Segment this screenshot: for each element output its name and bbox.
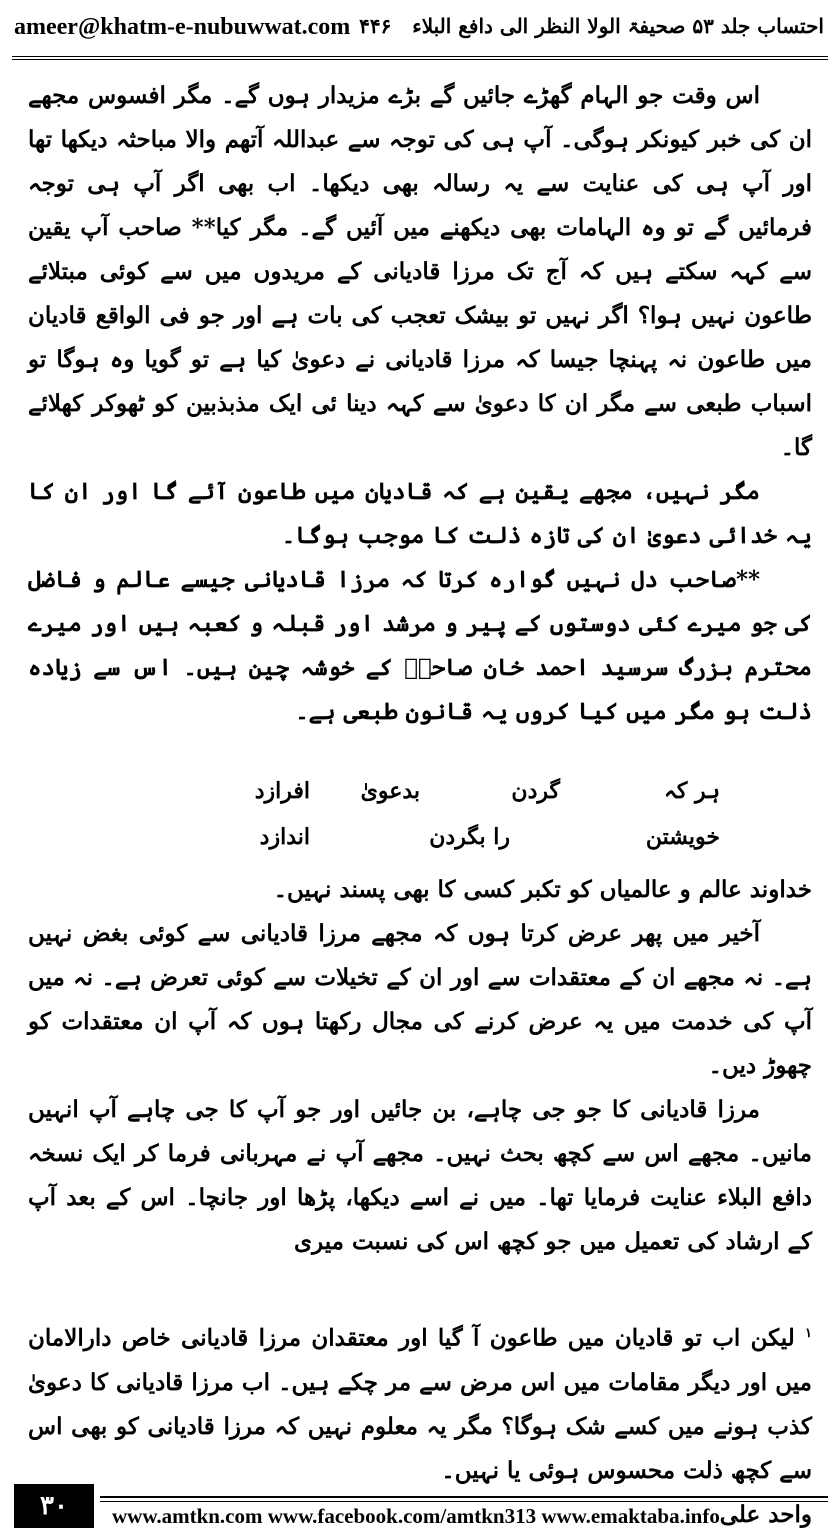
verse-word: بدعویٰ (360, 778, 420, 804)
footnote-signature: واحد علی (719, 1500, 812, 1528)
header-title (359, 14, 824, 38)
verse-word: افرازد (254, 778, 310, 804)
verse-word: خویشتن (645, 824, 720, 850)
footer-urls: www.amtkn.com www.facebook.com/amtkn313 www.emaktaba.info (112, 1504, 720, 1528)
paragraph-5: آخیر میں پھر عرض کرتا ہوں کہ مجھے مرزا قادیانی سے کوئی بغض نہیں ہے۔ نہ مجھے ان کے معتقدات سے اور ان کے تخیلات سے کوئی تعرض ہے۔ نہ میں آپ کی خدمت میں یہ عرض کرنے کی مجال رکھتا ہوں کہ آپ ان معتقدات کو چھوڑ دیں۔ (28, 920, 812, 1079)
verse-word: را بگردن (429, 824, 510, 850)
paragraph-2: مگر نہیں، مجھے یقین ہے کہ قادیان میں طاعون آئے گا اور ان کا یہ خدائی دعویٰ ان کی تازہ ذلت کا موجب ہوگا۔ (28, 478, 812, 549)
footer-divider (100, 1496, 828, 1502)
page-header (0, 0, 840, 56)
header-email: ameer@khatm-e-nubuwwat.com (14, 14, 351, 40)
verse-word: ہر کہ (663, 778, 720, 804)
paragraph-4: خداوند عالم و عالمیاں کو تکبر کسی کا بھی پسند نہیں۔ (273, 876, 812, 903)
header-divider (12, 56, 828, 60)
main-text-continued (28, 868, 812, 1264)
verse-word: اندازد (259, 824, 310, 850)
paragraph-6: مرزا قادیانی کا جو جی چاہے، بن جائیں اور جو آپ کا جی چاہے آپ انہیں مانیں۔ مجھے اس سے کچھ بحث نہیں۔ مجھے آپ نے مہربانی فرما کر ایک نسخہ دافع البلاء عنایت فرمایا تھا۔ میں نے اسے دیکھا، پڑھا اور جانچا۔ اس کے بعد آپ کے ارشاد کی تعمیل میں جو کچھ اس کی نسبت میری (28, 1096, 812, 1255)
main-text (28, 74, 812, 734)
paragraph-3: **صاحب دل نہیں گوارہ کرتا کہ مرزا قادیانی جیسے عالم و فاضل کی جو میرے کئی دوستوں کے پیر و مرشد اور قبلہ و کعبہ ہیں اور میرے محترم بزرگ سرسید احمد خان صاحبؒ کے خوشہ چین ہیں۔ اس سے زیادہ ذلت ہو مگر میں کیا کروں یہ قانون طبعی ہے۔ (28, 566, 812, 725)
footer-page-number: ۳۰ (14, 1484, 94, 1528)
paragraph-1: اس وقت جو الہام گھڑے جائیں گے بڑے مزیدار ہوں گے۔ مگر افسوس مجھے ان کی خبر کیونکر ہوگی۔ آپ ہی کی توجہ سے عبداللہ آتھم والا مباحثہ دیکھا تھا اور آپ ہی کی عنایت سے یہ رسالہ بھی دیکھا۔ اب بھی اگر آپ ہی توجہ فرمائیں گے تو وہ الہامات بھی دیکھنے میں آئیں گے۔ مگر کیا** صاحب آپ یقین سے کہہ سکتے ہیں کہ آج تک مرزا قادیانی کے مریدوں میں سے کوئی مبتلائے طاعون نہیں ہوا؟ اگر نہیں تو بیشک تعجب کی بات ہے اور جو فی الواقع قادیان میں طاعون نہ پہنچا جیسا کہ مرزا قادیانی نے دعویٰ کیا ہے تو گویا وہ ہوگا تو اسباب طبعی سے مگر ان کا دعویٰ سے کہہ دینا ئی ایک مذبذبین کو ٹھوکر کھلائے گا۔ (28, 82, 812, 461)
verse-word: گردن (511, 778, 560, 804)
footnote-marker: ۱ (805, 1326, 812, 1341)
footnote-text: لیکن اب تو قادیان میں طاعون آ گیا اور معتقدان مرزا قادیانی خاص دارالامان میں اور دیگر مقامات میں اس مرض سے مر چکے ہیں۔ اب مرزا قادیانی کا دعویٰ کذب ہونے میں کسے شک ہوگا؟ مگر یہ معلوم نہیں کہ مرزا قادیانی کو بھی اس سے کچھ ذلت محسوس ہوئی یا نہیں۔ (28, 1324, 812, 1484)
header-page-number: ۴۴۶ (359, 14, 392, 38)
header-book-title: احتساب جلد ۵۳ صحیفۃ الولا النظر الی دافع البلاء (412, 14, 824, 38)
page-footer (0, 1478, 840, 1540)
